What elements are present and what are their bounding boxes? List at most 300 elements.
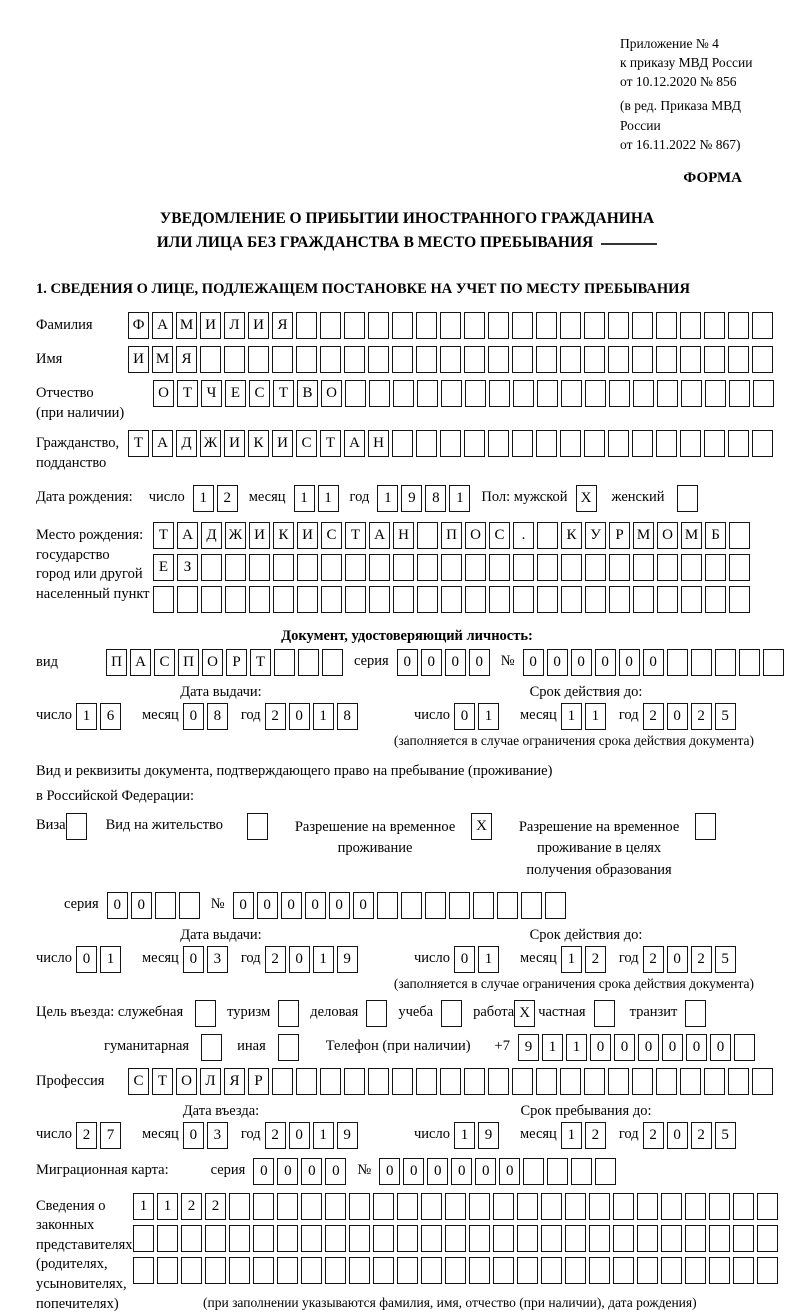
form-cell bbox=[489, 554, 510, 581]
residence-number-cells bbox=[233, 892, 569, 919]
form-cell bbox=[325, 1225, 346, 1252]
form-cell bbox=[536, 346, 557, 373]
form-cell bbox=[521, 892, 542, 919]
form-cell: 0 bbox=[590, 1034, 611, 1061]
form-cell: 1 bbox=[157, 1193, 178, 1220]
form-cell: 1 bbox=[449, 485, 470, 512]
form-cell bbox=[680, 430, 701, 457]
form-cell bbox=[733, 1257, 754, 1284]
form-cell bbox=[584, 346, 605, 373]
form-cell: Л bbox=[200, 1068, 221, 1095]
form-cell bbox=[465, 380, 486, 407]
form-cell bbox=[757, 1193, 778, 1220]
form-cell bbox=[493, 1193, 514, 1220]
form-cell: К bbox=[561, 522, 582, 549]
form-cell bbox=[561, 380, 582, 407]
form-cell: 1 bbox=[566, 1034, 587, 1061]
form-cell: М bbox=[176, 312, 197, 339]
form-cell bbox=[709, 1193, 730, 1220]
form-cell bbox=[691, 649, 712, 676]
form-cell bbox=[464, 430, 485, 457]
purpose-private-label: частная bbox=[538, 1003, 586, 1020]
form-cell bbox=[739, 649, 760, 676]
valid-year-cells bbox=[643, 946, 739, 973]
form-cell bbox=[296, 1068, 317, 1095]
entry-dates bbox=[36, 1122, 778, 1149]
field-profession bbox=[36, 1068, 778, 1095]
form-cell bbox=[560, 430, 581, 457]
form-cell: Т bbox=[250, 649, 271, 676]
representatives-note: (при заполнении указываются фамилия, имя, отчество (при наличии), дата рождения) bbox=[203, 1294, 697, 1310]
form-cell bbox=[561, 554, 582, 581]
form-cell bbox=[441, 586, 462, 613]
form-cell bbox=[608, 430, 629, 457]
form-cell bbox=[560, 1068, 581, 1095]
form-cell bbox=[704, 312, 725, 339]
form-cell bbox=[416, 312, 437, 339]
issue-day-cells bbox=[76, 703, 124, 730]
issue-date-header: Дата выдачи: bbox=[180, 684, 262, 701]
phone-label: Телефон (при наличии) bbox=[325, 1037, 471, 1054]
form-cell: 0 bbox=[454, 946, 475, 973]
form-cell bbox=[541, 1225, 562, 1252]
form-cell: 1 bbox=[294, 485, 315, 512]
form-cell bbox=[656, 312, 677, 339]
form-cell bbox=[545, 892, 566, 919]
form-cell: 0 bbox=[595, 649, 616, 676]
form-cell bbox=[560, 346, 581, 373]
form-cell bbox=[585, 554, 606, 581]
form-cell bbox=[247, 813, 268, 840]
form-cell bbox=[589, 1193, 610, 1220]
surname-label: Фамилия bbox=[36, 316, 93, 333]
form-cell bbox=[584, 1068, 605, 1095]
form-cell: О bbox=[465, 522, 486, 549]
form-cell bbox=[320, 346, 341, 373]
form-cell: 0 bbox=[710, 1034, 731, 1061]
form-cell bbox=[369, 586, 390, 613]
form-cell: И bbox=[248, 312, 269, 339]
form-cell: В bbox=[297, 380, 318, 407]
form-cell: М bbox=[152, 346, 173, 373]
surname-cells bbox=[128, 312, 776, 339]
form-cell bbox=[229, 1257, 250, 1284]
form-cell: 0 bbox=[289, 946, 310, 973]
form-cell: С bbox=[128, 1068, 149, 1095]
form-cell: 0 bbox=[547, 649, 568, 676]
form-cell: 0 bbox=[277, 1158, 298, 1185]
form-cell bbox=[661, 1193, 682, 1220]
purpose-business-checkbox bbox=[366, 1000, 390, 1027]
valid-until-header: Срок действия до: bbox=[529, 926, 643, 943]
form-cell: 0 bbox=[686, 1034, 707, 1061]
form-cell: А bbox=[130, 649, 151, 676]
doc-number-cells bbox=[523, 649, 787, 676]
form-cell bbox=[512, 430, 533, 457]
purpose-official-checkbox bbox=[195, 1000, 219, 1027]
profession-cells bbox=[128, 1068, 776, 1095]
purpose-humanitarian-label: гуманитарная bbox=[104, 1037, 190, 1054]
form-cell bbox=[179, 892, 200, 919]
form-cell bbox=[753, 380, 774, 407]
entry-month-cells bbox=[183, 1122, 231, 1149]
form-cell bbox=[728, 1068, 749, 1095]
issue-day-cells bbox=[76, 946, 124, 973]
purpose-other-checkbox bbox=[278, 1034, 302, 1061]
form-cell bbox=[421, 1257, 442, 1284]
form-cell: С bbox=[321, 522, 342, 549]
form-cell bbox=[392, 312, 413, 339]
form-cell: С bbox=[489, 522, 510, 549]
day-label: число bbox=[36, 1125, 72, 1142]
form-cell: 2 bbox=[643, 1122, 664, 1149]
identity-doc-dates bbox=[36, 703, 778, 730]
form-cell bbox=[493, 1257, 514, 1284]
form-cell: 0 bbox=[281, 892, 302, 919]
form-cell bbox=[681, 380, 702, 407]
form-cell bbox=[584, 430, 605, 457]
phone-prefix: +7 bbox=[494, 1037, 510, 1054]
form-cell bbox=[369, 554, 390, 581]
form-cell: 9 bbox=[337, 946, 358, 973]
form-cell bbox=[373, 1193, 394, 1220]
form-cell: 1 bbox=[313, 1122, 334, 1149]
forma-label: ФОРМА bbox=[683, 169, 742, 186]
sex-female-checkbox bbox=[677, 485, 701, 512]
month-label: месяц bbox=[519, 707, 557, 724]
birthdate-label: Дата рождения: bbox=[36, 489, 133, 506]
form-cell bbox=[416, 1068, 437, 1095]
form-cell: 1 bbox=[313, 703, 334, 730]
field-representatives bbox=[36, 1193, 778, 1314]
form-cell bbox=[349, 1225, 370, 1252]
form-cell: Ф bbox=[128, 312, 149, 339]
form-cell bbox=[277, 1257, 298, 1284]
form-cell bbox=[680, 1068, 701, 1095]
form-cell bbox=[657, 554, 678, 581]
valid-date-group bbox=[414, 703, 749, 730]
form-cell bbox=[393, 380, 414, 407]
identity-doc-date-headers bbox=[36, 684, 778, 701]
form-cell bbox=[301, 1257, 322, 1284]
form-cell bbox=[709, 1225, 730, 1252]
form-cell bbox=[609, 586, 630, 613]
form-cell bbox=[752, 346, 773, 373]
form-cell bbox=[536, 1068, 557, 1095]
form-cell bbox=[685, 1000, 706, 1027]
form-cell bbox=[155, 892, 176, 919]
form-cell bbox=[320, 1068, 341, 1095]
edu-permit-checkbox bbox=[695, 813, 719, 840]
form-cell: X bbox=[471, 813, 492, 840]
stay-until-header: Срок пребывания до: bbox=[520, 1102, 652, 1119]
form-cell bbox=[253, 1257, 274, 1284]
doc-series-cells bbox=[397, 649, 493, 676]
form-cell bbox=[728, 312, 749, 339]
form-cell bbox=[493, 1225, 514, 1252]
birth-day-cells bbox=[193, 485, 241, 512]
form-cell bbox=[177, 586, 198, 613]
form-cell bbox=[704, 346, 725, 373]
purpose-study-checkbox bbox=[441, 1000, 465, 1027]
form-cell bbox=[366, 1000, 387, 1027]
form-cell: 0 bbox=[353, 892, 374, 919]
form-cell bbox=[201, 554, 222, 581]
form-cell bbox=[273, 586, 294, 613]
form-cell bbox=[445, 1257, 466, 1284]
form-cell bbox=[709, 1257, 730, 1284]
identity-doc-heading: Документ, удостоверяющий личность: bbox=[281, 628, 533, 645]
form-cell bbox=[345, 380, 366, 407]
residence-doc-dates bbox=[36, 946, 778, 973]
form-cell: 0 bbox=[233, 892, 254, 919]
migration-series-cells bbox=[253, 1158, 349, 1185]
form-cell: 0 bbox=[289, 703, 310, 730]
form-cell: 0 bbox=[667, 946, 688, 973]
form-cell bbox=[595, 1158, 616, 1185]
form-cell bbox=[225, 586, 246, 613]
form-cell: 0 bbox=[301, 1158, 322, 1185]
residence-doc-note: (заполняется в случае ограничения срока действия документа) bbox=[393, 975, 754, 991]
form-cell: О bbox=[202, 649, 223, 676]
form-cell bbox=[705, 554, 726, 581]
form-cell: И bbox=[297, 522, 318, 549]
form-cell bbox=[733, 1225, 754, 1252]
form-cell: X bbox=[514, 1000, 535, 1027]
form-cell: 0 bbox=[131, 892, 152, 919]
form-cell bbox=[728, 430, 749, 457]
form-cell bbox=[497, 892, 518, 919]
form-cell: 1 bbox=[100, 946, 121, 973]
form-cell bbox=[705, 586, 726, 613]
form-cell bbox=[537, 554, 558, 581]
form-cell: 9 bbox=[518, 1034, 539, 1061]
form-cell bbox=[513, 380, 534, 407]
form-cell bbox=[201, 1034, 222, 1061]
form-cell bbox=[397, 1193, 418, 1220]
year-label: год bbox=[618, 949, 639, 966]
birthplace-row-2 bbox=[153, 554, 753, 581]
form-cell bbox=[201, 586, 222, 613]
form-cell: 6 bbox=[100, 703, 121, 730]
form-cell bbox=[322, 649, 343, 676]
field-citizenship bbox=[36, 430, 778, 473]
form-cell: К bbox=[273, 522, 294, 549]
form-cell: М bbox=[633, 522, 654, 549]
form-cell: С bbox=[249, 380, 270, 407]
citizenship-cells bbox=[128, 430, 776, 457]
residence-doc-intro: Вид и реквизиты документа, подтверждающего право на пребывание (проживание) в Российской Федерации: bbox=[36, 763, 553, 804]
form-cell: 5 bbox=[715, 1122, 736, 1149]
form-cell bbox=[417, 380, 438, 407]
form-cell bbox=[680, 312, 701, 339]
form-cell bbox=[594, 1000, 615, 1027]
form-cell bbox=[541, 1193, 562, 1220]
form-cell bbox=[469, 1257, 490, 1284]
form-cell bbox=[715, 649, 736, 676]
title-line-1: УВЕДОМЛЕНИЕ О ПРИБЫТИИ ИНОСТРАННОГО ГРАЖДАНИНА bbox=[159, 209, 655, 227]
form-cell: 3 bbox=[207, 946, 228, 973]
form-cell bbox=[66, 813, 87, 840]
visa-checkbox bbox=[66, 813, 90, 840]
title-blank-line bbox=[601, 243, 657, 245]
form-cell: И bbox=[272, 430, 293, 457]
form-cell bbox=[296, 346, 317, 373]
form-cell: 0 bbox=[638, 1034, 659, 1061]
form-cell bbox=[632, 346, 653, 373]
form-cell: 1 bbox=[585, 703, 606, 730]
doc-number-label: № bbox=[500, 653, 515, 670]
month-label: месяц bbox=[248, 489, 286, 506]
form-cell: Т bbox=[177, 380, 198, 407]
form-cell bbox=[633, 586, 654, 613]
form-cell: 0 bbox=[183, 946, 204, 973]
form-cell: 1 bbox=[454, 1122, 475, 1149]
issue-month-cells bbox=[183, 703, 231, 730]
form-cell bbox=[512, 1068, 533, 1095]
form-cell: 1 bbox=[313, 946, 334, 973]
form-cell: 1 bbox=[561, 1122, 582, 1149]
representatives-rows bbox=[133, 1193, 781, 1311]
entry-date-header: Дата въезда: bbox=[182, 1102, 260, 1119]
form-cell: 0 bbox=[183, 1122, 204, 1149]
form-cell bbox=[667, 649, 688, 676]
form-cell bbox=[488, 312, 509, 339]
form-cell: 0 bbox=[427, 1158, 448, 1185]
field-name bbox=[36, 346, 778, 373]
form-cell: 0 bbox=[253, 1158, 274, 1185]
form-cell bbox=[632, 1068, 653, 1095]
form-cell bbox=[571, 1158, 592, 1185]
year-label: год bbox=[349, 489, 370, 506]
form-cell bbox=[229, 1225, 250, 1252]
form-cell bbox=[734, 1034, 755, 1061]
field-surname bbox=[36, 312, 778, 339]
form-cell: 0 bbox=[571, 649, 592, 676]
form-cell bbox=[523, 1158, 544, 1185]
form-cell: 1 bbox=[478, 946, 499, 973]
form-cell: 0 bbox=[451, 1158, 472, 1185]
form-cell bbox=[392, 1068, 413, 1095]
form-cell bbox=[752, 1068, 773, 1095]
form-cell: П bbox=[178, 649, 199, 676]
issue-year-cells bbox=[265, 703, 361, 730]
form-cell bbox=[609, 380, 630, 407]
valid-month-cells bbox=[561, 703, 609, 730]
citizenship-label: Гражданство, подданство bbox=[36, 435, 120, 471]
form-cell bbox=[325, 1193, 346, 1220]
stay-year-cells bbox=[643, 1122, 739, 1149]
entry-day-cells bbox=[76, 1122, 124, 1149]
form-cell bbox=[301, 1193, 322, 1220]
form-cell bbox=[278, 1000, 299, 1027]
form-cell: 1 bbox=[318, 485, 339, 512]
form-cell: 2 bbox=[265, 1122, 286, 1149]
form-cell bbox=[560, 312, 581, 339]
purpose-row-2 bbox=[36, 1034, 778, 1061]
field-birthdate bbox=[36, 485, 778, 512]
sex-female-label: женский bbox=[611, 489, 665, 506]
purpose-transit-checkbox bbox=[685, 1000, 709, 1027]
form-cell bbox=[464, 312, 485, 339]
form-cell: Е bbox=[153, 554, 174, 581]
form-cell bbox=[249, 554, 270, 581]
form-cell: 3 bbox=[207, 1122, 228, 1149]
day-label: число bbox=[148, 489, 185, 506]
stay-month-cells bbox=[561, 1122, 609, 1149]
doc-series-label: серия bbox=[354, 653, 389, 670]
form-cell: С bbox=[296, 430, 317, 457]
form-cell bbox=[440, 312, 461, 339]
form-cell bbox=[205, 1257, 226, 1284]
name-cells bbox=[128, 346, 776, 373]
purpose-other-label: иная bbox=[237, 1037, 266, 1054]
form-cell bbox=[425, 892, 446, 919]
form-cell bbox=[368, 312, 389, 339]
form-cell: И bbox=[224, 430, 245, 457]
title-line-2: ИЛИ ЛИЦА БЕЗ ГРАЖДАНСТВА В МЕСТО ПРЕБЫВАНИЯ bbox=[36, 231, 778, 255]
appendix-block bbox=[620, 34, 778, 154]
year-label: год bbox=[240, 949, 261, 966]
birth-month-cells bbox=[294, 485, 342, 512]
valid-until-header: Срок действия до: bbox=[529, 684, 643, 701]
form-cell: К bbox=[248, 430, 269, 457]
form-cell bbox=[249, 586, 270, 613]
form-cell bbox=[248, 346, 269, 373]
form-cell bbox=[632, 312, 653, 339]
form-cell bbox=[133, 1225, 154, 1252]
form-cell bbox=[393, 586, 414, 613]
valid-date-group bbox=[414, 946, 749, 973]
valid-day-cells bbox=[454, 703, 502, 730]
month-label: месяц bbox=[141, 949, 179, 966]
form-cell bbox=[584, 312, 605, 339]
form-cell bbox=[565, 1257, 586, 1284]
form-cell bbox=[537, 522, 558, 549]
form-cell: 1 bbox=[478, 703, 499, 730]
form-cell: И bbox=[200, 312, 221, 339]
form-cell bbox=[440, 346, 461, 373]
number-label: № bbox=[210, 895, 225, 912]
form-cell bbox=[181, 1225, 202, 1252]
form-cell bbox=[393, 554, 414, 581]
form-cell: О bbox=[657, 522, 678, 549]
form-cell bbox=[704, 430, 725, 457]
appendix-amend-line: от 16.11.2022 № 867) bbox=[620, 136, 741, 152]
form-cell: 1 bbox=[542, 1034, 563, 1061]
phone-cells bbox=[518, 1034, 758, 1061]
form-cell bbox=[345, 586, 366, 613]
doc-kind-cells bbox=[106, 649, 346, 676]
number-label: № bbox=[357, 1161, 372, 1178]
form-cell bbox=[181, 1257, 202, 1284]
form-cell bbox=[517, 1257, 538, 1284]
form-cell bbox=[680, 346, 701, 373]
form-cell: М bbox=[681, 522, 702, 549]
form-cell bbox=[253, 1193, 274, 1220]
form-cell: Т bbox=[152, 1068, 173, 1095]
form-cell bbox=[225, 554, 246, 581]
form-cell: 1 bbox=[561, 946, 582, 973]
form-cell: 0 bbox=[183, 703, 204, 730]
appendix-amend-line: (в ред. Приказа МВД России bbox=[620, 98, 741, 133]
month-label: месяц bbox=[519, 1125, 557, 1142]
form-cell: 0 bbox=[107, 892, 128, 919]
form-cell bbox=[278, 1034, 299, 1061]
form-cell bbox=[205, 1225, 226, 1252]
form-cell bbox=[561, 586, 582, 613]
form-cell: 2 bbox=[265, 946, 286, 973]
